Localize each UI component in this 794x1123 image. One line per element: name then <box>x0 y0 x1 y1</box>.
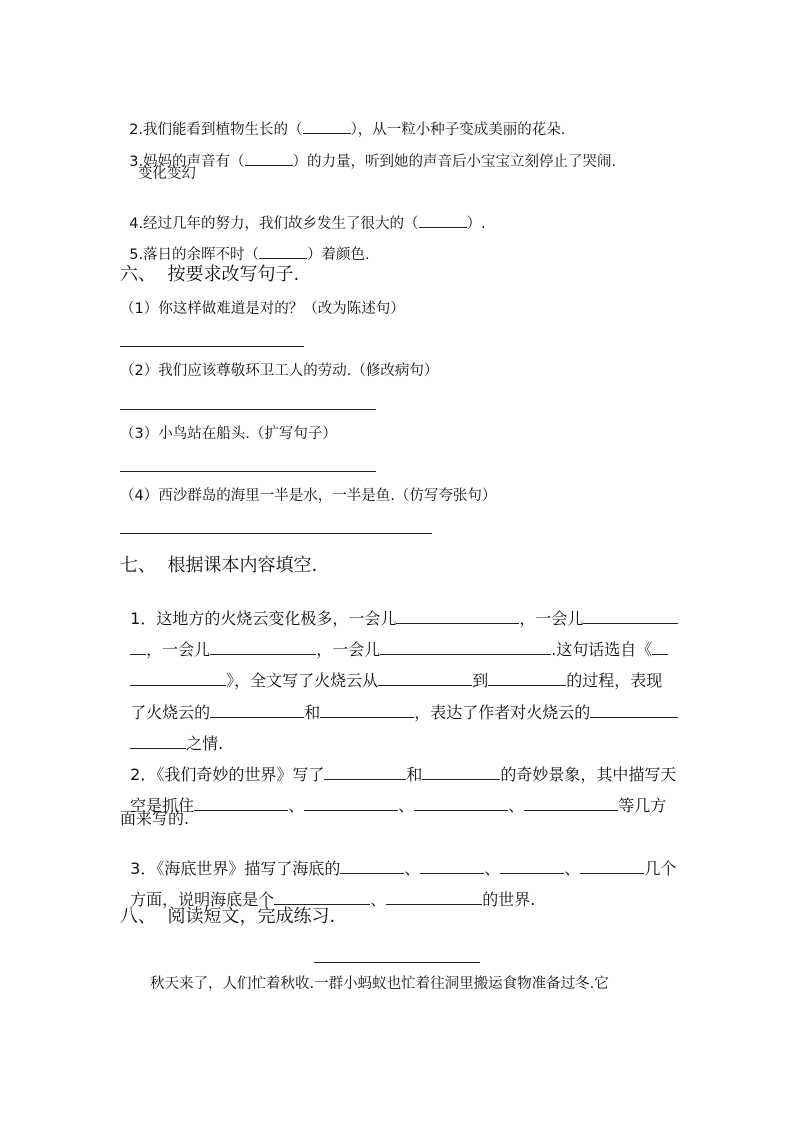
section-7-heading: 七、 根据课本内容填空. <box>120 555 318 576</box>
answer-blank[interactable] <box>583 609 678 624</box>
answer-blank[interactable] <box>320 703 414 718</box>
question-5-4: 4.经过几年的努力，我们故乡发生了很大的（ ）. <box>120 198 486 231</box>
answer-blank[interactable] <box>340 859 404 874</box>
answer-blank[interactable] <box>304 796 398 811</box>
answer-blank[interactable] <box>488 671 566 686</box>
answer-line[interactable] <box>120 471 376 472</box>
answer-blank[interactable] <box>580 859 644 874</box>
answer-blank[interactable] <box>422 765 500 780</box>
fill-row-9: 3．《海底世界》描写了海底的 、 、 、 几个 <box>130 859 677 878</box>
title-blank-line[interactable] <box>314 962 480 963</box>
answer-blank[interactable] <box>130 671 226 686</box>
answer-blank[interactable] <box>274 890 370 905</box>
answer-blank[interactable] <box>414 796 508 811</box>
fill-row-7: 空是抓住 、 、 、 等几方 <box>130 796 667 815</box>
rewrite-question-4: （4）西沙群岛的海里一半是水，一半是鱼.（仿写夸张句） <box>120 488 497 504</box>
answer-blank[interactable] <box>380 640 551 655</box>
fill-row-8: 面来写的. <box>120 809 190 828</box>
fill-row-5: 之情. <box>120 718 223 752</box>
answer-blank[interactable] <box>396 609 519 624</box>
fill-row-10: 方面，说明海底是个 、 的世界. <box>130 890 536 909</box>
answer-blank[interactable] <box>210 703 304 718</box>
answer-blank[interactable] <box>194 796 288 811</box>
section-6-heading: 六、 按要求改写句子. <box>120 264 300 285</box>
answer-blank[interactable] <box>303 119 351 134</box>
word-choice: 变化变幻 <box>138 166 196 182</box>
fill-row-6: 2．《我们奇妙的世界》写了 和 的奇妙景象，其中描写天 <box>130 765 677 784</box>
section-8-heading: 八、 阅读短文，完成练习. <box>120 906 336 927</box>
fill-row-2: ，一会儿 ，一会儿 .这句话选自《 <box>120 624 668 658</box>
reading-passage: 秋天来了，人们忙着秋收.一群小蚂蚁也忙着往洞里搬运食物准备过冬.它 <box>150 976 609 992</box>
rewrite-question-3: （3）小鸟站在船头.（扩写句子） <box>120 426 337 442</box>
answer-blank[interactable] <box>419 213 467 228</box>
answer-line[interactable] <box>120 346 304 347</box>
answer-blank[interactable] <box>130 640 146 655</box>
answer-blank[interactable] <box>245 151 293 166</box>
rewrite-question-1: （1）你这样做难道是对的？（改为陈述句） <box>120 301 405 317</box>
fill-row-1: 1．这地方的火烧云变化极多，一会儿 ，一会儿 <box>120 593 678 627</box>
answer-blank[interactable] <box>378 671 472 686</box>
answer-blank[interactable] <box>590 703 678 718</box>
answer-blank[interactable] <box>420 859 484 874</box>
answer-blank[interactable] <box>324 765 406 780</box>
fill-row-4: 了火烧云的 和 ，表达了作者对火烧云的 <box>120 687 678 721</box>
question-5-5: 5.落日的余晖不时（ ）着颜色. <box>120 229 370 262</box>
answer-line[interactable] <box>120 409 376 410</box>
fill-row-3: 》，全文写了火烧云从 到 的过程，表现 <box>120 655 662 689</box>
question-5-2: 2.我们能看到植物生长的（ ），从一粒小种子变成美丽的花朵. <box>120 104 565 137</box>
answer-blank[interactable] <box>500 859 564 874</box>
rewrite-question-2: （2）我们应该尊敬环卫工人的劳动.（修改病句） <box>120 363 439 379</box>
answer-blank[interactable] <box>386 890 482 905</box>
answer-blank[interactable] <box>259 244 307 259</box>
answer-line[interactable] <box>120 533 432 534</box>
question-5-3: 3.妈妈的声音有（ ）的力量，听到她的声音后小宝宝立刻停止了哭闹. <box>120 136 616 169</box>
answer-blank[interactable] <box>210 640 316 655</box>
answer-blank[interactable] <box>130 734 186 749</box>
answer-blank[interactable] <box>524 796 618 811</box>
answer-blank[interactable] <box>652 640 668 655</box>
